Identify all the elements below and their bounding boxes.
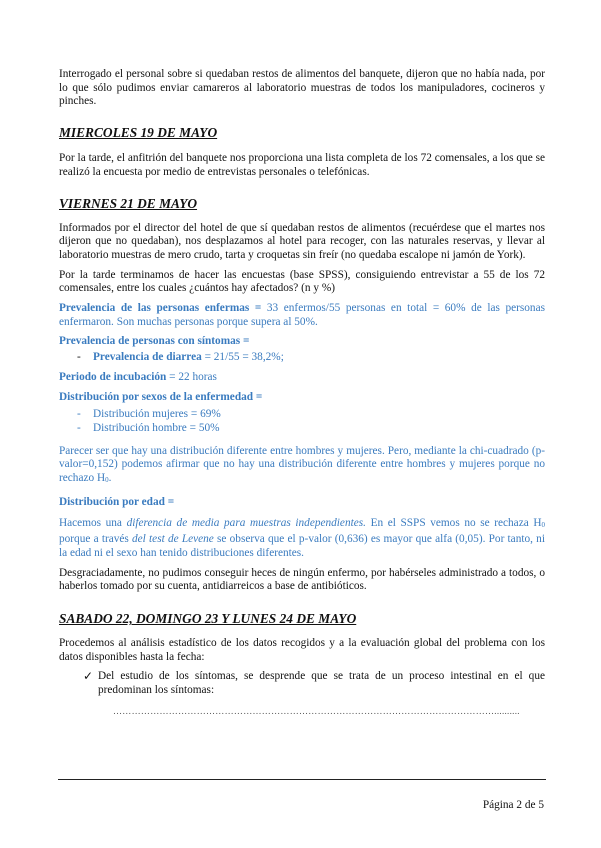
prevalencia-enfermas-label: Prevalencia de las personas enfermas = [59,302,262,315]
viernes-paragraph-1: Informados por el director del hotel de que sí quedaban restos de alimentos (recuérdese que el martes nos dijeron que no quedaban), nos desplazamos al hotel para recoger, con las naturales reservas, y llevar al laboratorio muestras de mero crudo, tarta y croquetas sin freír (no quedaba escalope ni jamón de York). [59,221,545,261]
edad-text-italic-1: diferencia de media para muestras independientes. [126,517,366,530]
intro-paragraph: Interrogado el personal sobre si quedaban restos de alimentos del banquete, dijeron que no había nada, por lo que sólo pudimos enviar camareros al laboratorio muestras de todos los manipuladores, cocineros y pinches. [59,68,545,108]
dash-marker: - [77,408,81,421]
sexos-label: Distribución por sexos de la enfermedad = [59,390,263,403]
check-mark-icon: ✓ [83,669,94,684]
viernes-paragraph-2: Por la tarde terminamos de hacer las encuestas (base SPSS), consiguiendo entrevistar a 55 de los 72 comensales, entre los cuales ¿cuántos hay afectados? (n y %) [59,268,545,295]
mujeres-text: Distribución mujeres = 69% [93,408,221,421]
dotted-answer-line: …………………………………………………………………………………………………………….......... [113,705,520,716]
sintomas-list [59,351,545,365]
check-list-item [59,670,545,697]
diarrea-label: Prevalencia de diarrea [93,351,202,364]
sexos-conclusion [59,445,545,488]
prevalencia-enfermas [59,302,545,329]
prevalencia-enfermas-text: 33 enfermos/55 personas en total = 60% de las personas enfermaron. Son muchas personas porque supera al 50%. [59,302,545,328]
edad-text-3: porque a través [59,533,133,546]
hombres-text: Distribución hombre = 50% [93,421,220,434]
diarrea-value: = 21/55 = 38,2%; [201,351,284,364]
edad-text-2: En el SSPS vemos no se rechaza H [365,517,542,530]
h0-subscript: 0 [105,476,109,485]
check-item-text: Del estudio de los síntomas, se desprende que se trata de un proceso intestinal en el que predominan los síntomas: [98,670,545,697]
incubacion-label: Periodo de incubación [59,370,167,383]
heading-sabado: SABADO 22, DOMINGO 23 Y LUNES 24 DE MAYO [59,610,357,626]
incubacion [59,371,545,385]
viernes-paragraph-3: Desgraciadamente, no pudimos conseguir heces de ningún enfermo, por habérseles administrado a todos, o haberlos tomado por su cuenta, antidiarreicos a base de antibióticos. [59,566,545,593]
incubacion-value: = 22 horas [166,370,217,383]
dash-marker: - [77,351,81,364]
heading-viernes: VIERNES 21 DE MAYO [59,195,198,211]
list-item-mujeres [59,408,545,422]
dash-marker: - [77,421,81,434]
edad-label: Distribución por edad = [59,495,175,508]
edad-text-italic-2: del test de Levene [132,533,214,546]
miercoles-paragraph: Por la tarde, el anfitrión del banquete nos proporciona una lista completa de los 72 comensales, a los que se realizó la encuesta por medio de entrevistas personales o telefónicas. [59,152,545,178]
page-content [59,68,545,717]
heading-miercoles: MIERCOLES 19 DE MAYO [59,125,218,141]
sexos-list [59,408,545,435]
footer-divider [58,779,546,780]
prevalencia-sintomas-label: Prevalencia de personas con síntomas = [59,335,250,348]
edad-text-4: se observa que el p-valor (0,636) es mayor que alfa (0,05). Por tanto, ni la edad ni el sexo han tenido distribuciones diferentes. [59,533,545,559]
sabado-paragraph: Procedemos al análisis estadístico de los datos recogidos y a la evaluación global del problema con los datos disponibles hasta la fecha: [59,636,545,663]
edad-text-1: Hacemos una [59,517,127,530]
list-item-diarrea [59,351,545,365]
page-number: Página 2 de 5 [482,799,544,811]
list-item-hombres [59,422,545,436]
sexos-conclusion-text: Parecer ser que hay una distribución diferente entre hombres y mujeres. Pero, mediante la chi-cuadrado (p-valor=0,152) podemos afirmar que no hay una distribución diferente entre hombres y mujeres porque no rechazo H [59,444,545,485]
sexos-conclusion-end: . [108,472,112,485]
h0-subscript: 0 [541,521,545,530]
edad-paragraph [59,517,545,560]
